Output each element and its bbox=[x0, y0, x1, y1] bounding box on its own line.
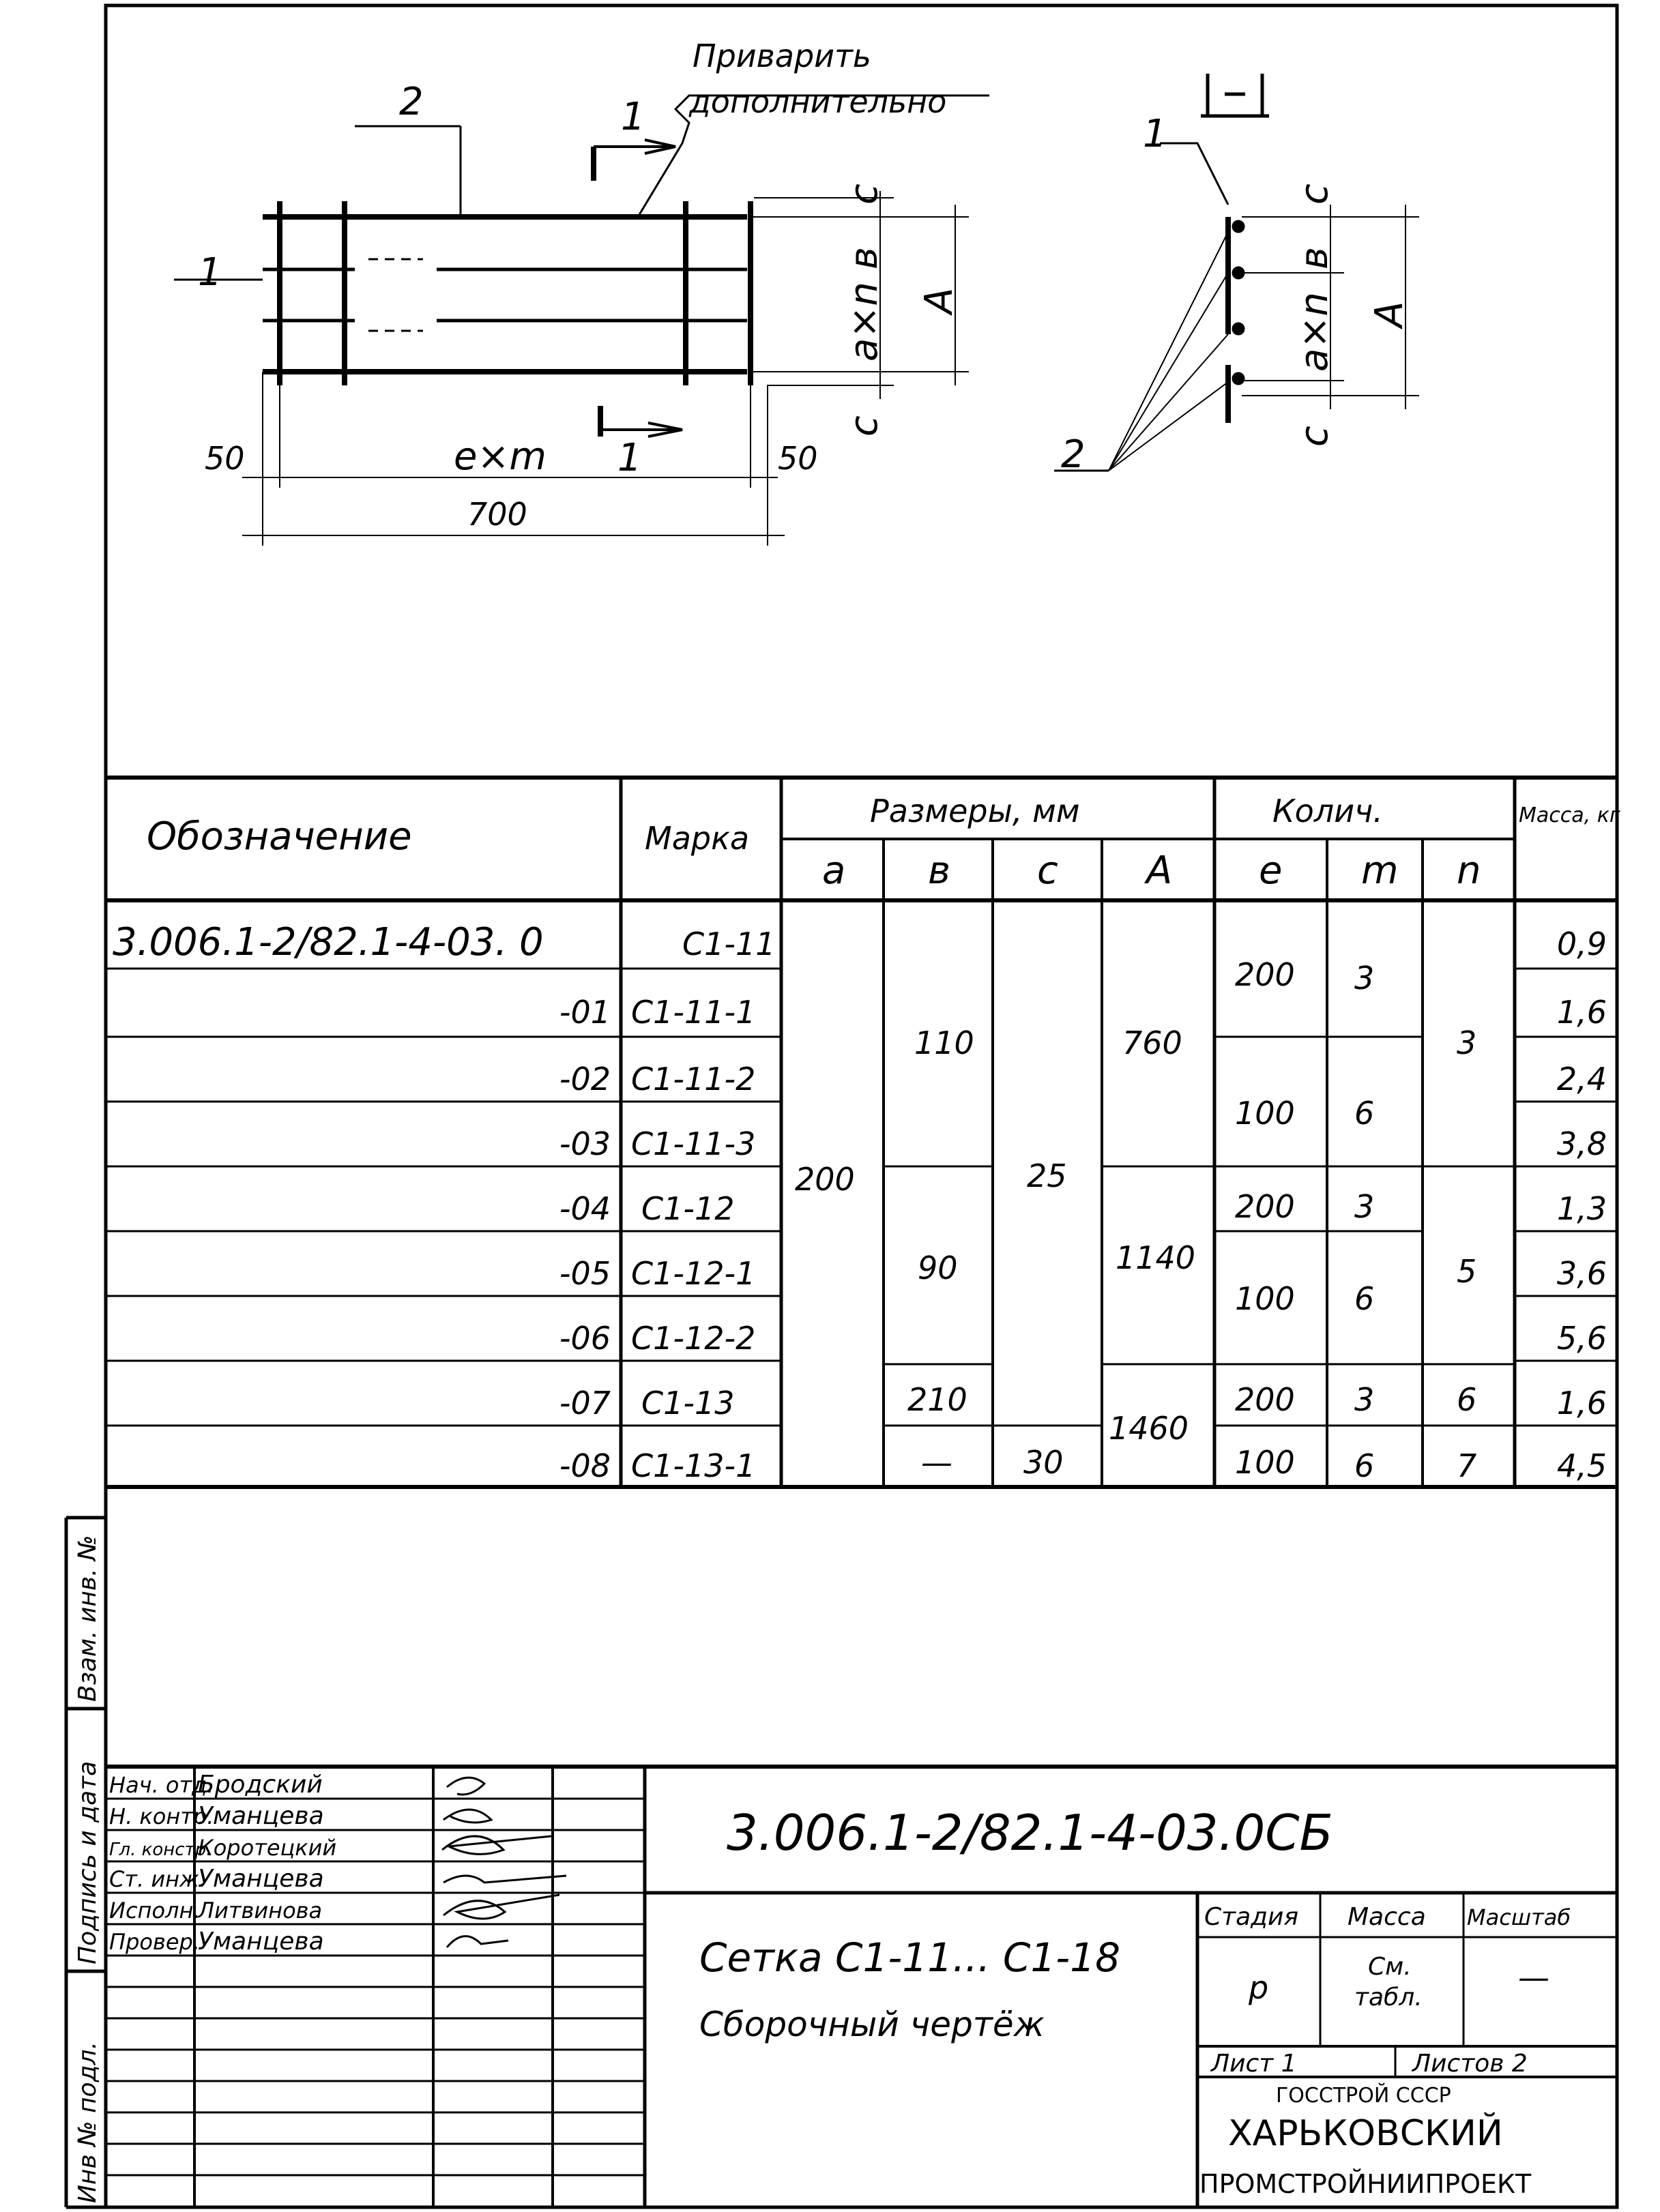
cell-n-5: 5 bbox=[1457, 1253, 1477, 1290]
label-section-mark-top: 1 bbox=[621, 95, 645, 139]
table-row-3-mass: 3,8 bbox=[1556, 1125, 1607, 1162]
table-row-5-mark: C1-12-1 bbox=[631, 1255, 756, 1292]
table-row-0-designation: 3.006.1-2/82.1-4-03. 0 bbox=[113, 920, 544, 964]
stage-label: Стадия bbox=[1204, 1903, 1299, 1931]
cell-b-90: 90 bbox=[918, 1250, 958, 1286]
table-row-4-designation: -04 bbox=[559, 1190, 611, 1227]
title-block-text bbox=[699, 1804, 1571, 2199]
section-callout-2: 2 bbox=[1061, 432, 1086, 477]
table-row-7-mass: 1,6 bbox=[1556, 1385, 1607, 1421]
spec-table-body bbox=[113, 920, 1607, 1484]
th-c: c bbox=[1037, 849, 1058, 893]
table-row-0-mass: 0,9 bbox=[1556, 926, 1607, 962]
section-dim-A: A bbox=[1367, 301, 1412, 327]
table-row-7-designation: -07 bbox=[559, 1385, 611, 1421]
section-labels bbox=[1061, 108, 1412, 477]
table-row-3-designation: -03 bbox=[559, 1125, 611, 1162]
mesh-plan-labels bbox=[198, 38, 961, 533]
mass-value-1: См. bbox=[1368, 1953, 1412, 1981]
cell-m-3-c: 3 bbox=[1354, 1381, 1375, 1418]
mass-value-2: табл. bbox=[1354, 1984, 1423, 2011]
table-row-1-mark: C1-11-1 bbox=[631, 994, 756, 1031]
table-row-0-mark: C1-11 bbox=[682, 926, 776, 962]
sheets-total: Листов 2 bbox=[1412, 2050, 1528, 2078]
person-name: Литвинова bbox=[198, 1898, 323, 1923]
cell-b-110: 110 bbox=[914, 1024, 974, 1061]
label-callout-1: 1 bbox=[198, 250, 222, 295]
th-A: A bbox=[1146, 849, 1173, 893]
org-line1: ГОССТРОЙ СССР bbox=[1276, 2084, 1451, 2108]
person-role: Провер. bbox=[109, 1929, 200, 1955]
section-view bbox=[1054, 74, 1419, 471]
section-dim-c-top: c bbox=[1292, 183, 1337, 205]
dim-c-bottom: c bbox=[842, 415, 886, 437]
table-row-4-mark: C1-12 bbox=[641, 1190, 735, 1227]
cell-e-100-c: 100 bbox=[1235, 1444, 1295, 1481]
th-mark: Марка bbox=[645, 820, 750, 857]
th-sizes: Размеры, мм bbox=[870, 793, 1080, 829]
person-role: Ст. инж. bbox=[109, 1866, 207, 1892]
dim-exm: e×m bbox=[454, 434, 547, 479]
table-row-1-mass: 1,6 bbox=[1556, 994, 1607, 1031]
th-n: n bbox=[1457, 849, 1481, 893]
section-callout-1: 1 bbox=[1143, 112, 1167, 156]
cell-e-100-a: 100 bbox=[1235, 1095, 1295, 1132]
mass-label: Масса bbox=[1348, 1903, 1426, 1931]
cell-b-dash: — bbox=[921, 1444, 952, 1481]
person-name: Коротецкий bbox=[198, 1835, 337, 1861]
cell-e-100-b: 100 bbox=[1235, 1280, 1295, 1317]
cell-n-7: 7 bbox=[1457, 1447, 1477, 1484]
person-name: Уманцева bbox=[198, 1928, 324, 1956]
section-dim-b: в bbox=[1292, 246, 1337, 269]
cell-m-6-b: 6 bbox=[1354, 1280, 1375, 1317]
cell-a-all: 200 bbox=[795, 1161, 855, 1198]
table-row-5-mass: 3,6 bbox=[1556, 1255, 1607, 1292]
dim-c-top: c bbox=[842, 183, 886, 205]
signatures bbox=[442, 1778, 566, 1947]
dim-axn: a×n bbox=[842, 282, 886, 362]
table-row-7-mark: C1-13 bbox=[641, 1385, 735, 1421]
person-name: Уманцева bbox=[198, 1865, 324, 1893]
table-row-8-mass: 4,5 bbox=[1556, 1447, 1607, 1484]
cell-c-30: 30 bbox=[1023, 1444, 1064, 1481]
person-role: Н. контр. bbox=[109, 1803, 214, 1829]
cell-e-200-a: 200 bbox=[1235, 956, 1295, 993]
sheet-number: Лист 1 bbox=[1211, 2050, 1297, 2078]
scale-label: Масштаб bbox=[1467, 1904, 1571, 1930]
table-row-2-designation: -02 bbox=[559, 1061, 611, 1097]
cell-A-1460: 1460 bbox=[1109, 1410, 1189, 1447]
person-role: Исполн. bbox=[109, 1898, 201, 1923]
table-row-5-designation: -05 bbox=[559, 1255, 611, 1292]
section-dim-c-bottom: c bbox=[1292, 426, 1337, 447]
label-callout-2: 2 bbox=[399, 80, 424, 124]
th-a: a bbox=[822, 849, 846, 893]
th-mass: Масса, кг bbox=[1519, 803, 1620, 827]
dim-b: в bbox=[842, 246, 886, 269]
dim-700: 700 bbox=[467, 496, 527, 533]
doc-code: 3.006.1-2/82.1-4-03.0СБ bbox=[727, 1804, 1333, 1861]
dim-50-right: 50 bbox=[778, 440, 818, 477]
cell-e-200-c: 200 bbox=[1235, 1381, 1295, 1418]
stage-value: р bbox=[1249, 1969, 1269, 2006]
cell-m-3-b: 3 bbox=[1354, 1188, 1375, 1225]
cell-n-6: 6 bbox=[1457, 1381, 1477, 1418]
label-section-mark-bottom: 1 bbox=[617, 436, 642, 480]
section-dim-axn: a×n bbox=[1292, 292, 1337, 372]
table-row-2-mass: 2,4 bbox=[1556, 1061, 1607, 1097]
side-vzam-inv: Взам. инв. № bbox=[74, 1535, 102, 1702]
scale-value: — bbox=[1518, 1959, 1549, 1996]
side-podpis-data: Подпись и дата bbox=[74, 1760, 102, 1964]
side-inv-podl: Инв № подл. bbox=[74, 2041, 102, 2203]
person-name: Уманцева bbox=[198, 1802, 324, 1830]
cell-n-3: 3 bbox=[1457, 1024, 1477, 1061]
cell-m-6-a: 6 bbox=[1354, 1095, 1375, 1132]
table-row-2-mark: C1-11-2 bbox=[631, 1061, 756, 1097]
side-stamp bbox=[74, 1535, 102, 2203]
th-e: e bbox=[1259, 849, 1283, 893]
th-designation: Обозначение bbox=[147, 814, 412, 859]
title-line2: Сборочный чертёж bbox=[699, 2005, 1045, 2044]
org-line2: ХАРЬКОВСКИЙ bbox=[1228, 2113, 1503, 2154]
org-line3: ПРОМСТРОЙНИИПРОЕКТ bbox=[1199, 2169, 1532, 2199]
table-row-1-designation: -01 bbox=[559, 994, 611, 1031]
table-row-8-designation: -08 bbox=[559, 1447, 611, 1484]
table-row-3-mark: C1-11-3 bbox=[631, 1125, 756, 1162]
cell-m-3-a: 3 bbox=[1354, 960, 1375, 997]
dim-A: A bbox=[917, 287, 961, 314]
person-name: Бродский bbox=[198, 1771, 323, 1799]
table-row-6-mass: 5,6 bbox=[1556, 1320, 1607, 1357]
section-title: I-I bbox=[1218, 109, 1219, 110]
person-role: Нач. отд. bbox=[109, 1772, 214, 1798]
cell-e-200-b: 200 bbox=[1235, 1188, 1295, 1225]
table-row-4-mass: 1,3 bbox=[1556, 1190, 1607, 1227]
person-role: Гл. констр. bbox=[109, 1840, 212, 1860]
table-row-6-mark: C1-12-2 bbox=[631, 1320, 756, 1357]
th-m: m bbox=[1361, 849, 1399, 893]
weld-note-line1: Приварить bbox=[693, 38, 871, 74]
th-qty: Колич. bbox=[1272, 793, 1383, 829]
table-row-6-designation: -06 bbox=[559, 1320, 611, 1357]
cell-A-1140: 1140 bbox=[1116, 1239, 1196, 1276]
weld-note-line2: дополнительно bbox=[689, 83, 947, 120]
cell-c-25: 25 bbox=[1027, 1157, 1067, 1194]
dim-50-left: 50 bbox=[205, 440, 245, 477]
th-b: в bbox=[928, 849, 951, 893]
cell-b-210: 210 bbox=[907, 1381, 967, 1418]
cell-A-760: 760 bbox=[1122, 1024, 1182, 1061]
title-line1: Сетка С1-11... С1-18 bbox=[699, 1934, 1120, 1981]
table-row-8-mark: C1-13-1 bbox=[631, 1447, 756, 1484]
cell-m-6-c: 6 bbox=[1354, 1447, 1375, 1484]
